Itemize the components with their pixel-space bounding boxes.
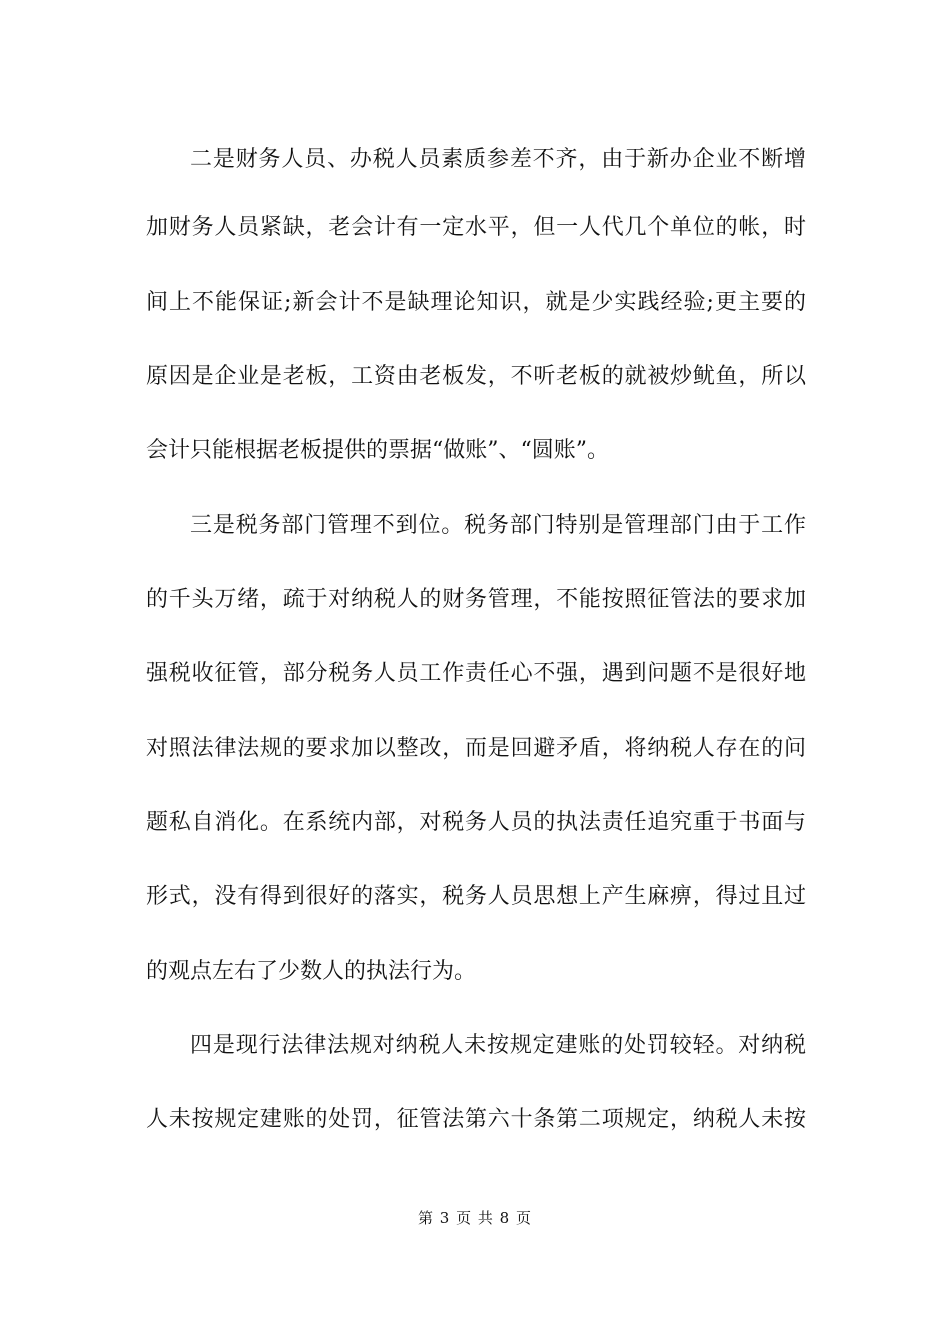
text-line: 的观点左右了少数人的执法行为。 bbox=[146, 959, 477, 984]
text-line: 二是财务人员、办税人员素质参差不齐，由于新办企业不断增 bbox=[190, 147, 806, 172]
text-line: 人未按规定建账的处罚，征管法第六十条第二项规定，纳税人未按 bbox=[146, 1107, 806, 1132]
text-line: 三是税务部门管理不到位。税务部门特别是管理部门由于工作 bbox=[190, 513, 806, 538]
text-line: 对照法律法规的要求加以整改，而是回避矛盾，将纳税人存在的问 bbox=[146, 736, 806, 761]
text-line: 原因是企业是老板，工资由老板发，不听老板的就被炒鱿鱼，所以 bbox=[146, 364, 806, 389]
text-line: 加财务人员紧缺，老会计有一定水平，但一人代几个单位的帐，时 bbox=[146, 215, 806, 240]
text-line: 形式，没有得到很好的落实，税务人员思想上产生麻痹，得过且过 bbox=[146, 884, 806, 909]
text-line: 会计只能根据老板提供的票据“做账”、“圆账”。 bbox=[146, 438, 609, 463]
text-line: 四是现行法律法规对纳税人未按规定建账的处罚较轻。对纳税 bbox=[190, 1033, 806, 1058]
text-line: 题私自消化。在系统内部，对税务人员的执法责任追究重于书面与 bbox=[146, 810, 806, 835]
text-line: 强税收征管，部分税务人员工作责任心不强，遇到问题不是很好地 bbox=[146, 661, 806, 686]
text-line: 间上不能保证;新会计不是缺理论知识，就是少实践经验;更主要的 bbox=[146, 290, 806, 315]
page-number-footer: 第 3 页 共 8 页 bbox=[418, 1209, 532, 1227]
text-line: 的千头万绪，疏于对纳税人的财务管理，不能按照征管法的要求加 bbox=[146, 587, 806, 612]
